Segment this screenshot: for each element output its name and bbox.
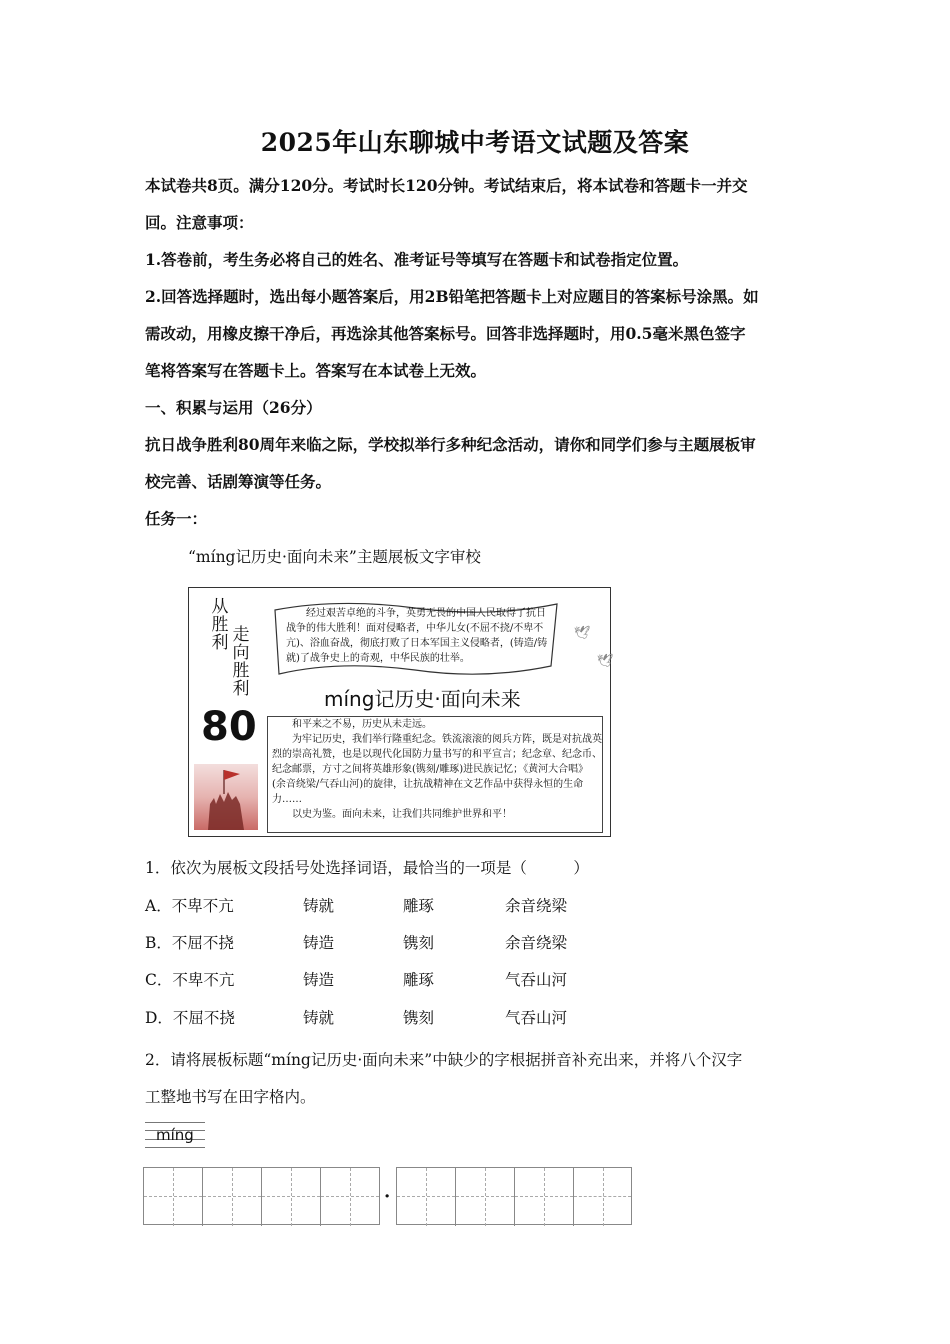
- exhibition-board: [188, 587, 614, 837]
- section-heading: 一、积累与运用（26分）: [145, 398, 322, 417]
- soldiers-flag-image: [194, 764, 258, 830]
- board-vertical-text-2: 走向胜利: [232, 625, 250, 699]
- note-2-line-2: 需改动，用橡皮擦干净后，再选涂其他答案标号。回答非选择题时，用0.5毫米黑色签字: [145, 324, 746, 343]
- intro-line-1: 本试卷共8页。满分120分。考试时长120分钟。考试结束后，将本试卷和答题卡一并交: [145, 176, 748, 195]
- board-paragraph-1: 和平来之不易，历史从未走远。: [292, 719, 432, 730]
- board-vertical-text-1: 从胜利: [211, 597, 229, 653]
- writing-grid-right[interactable]: [396, 1167, 632, 1225]
- task-intro-line-1: 抗日战争胜利80周年来临之际，学校拟举行多种纪念活动，请你和同学们参与主题展板审: [145, 435, 756, 454]
- page-title: 2025年山东聊城中考语文试题及答案: [260, 128, 690, 157]
- board-number: 80: [201, 704, 257, 750]
- note-2-line-1: 2.回答选择题时，选出每小题答案后，用2B铅笔把答题卡上对应题目的答案标号涂黑。如: [145, 287, 759, 306]
- task-intro-line-2: 校完善、话剧筹演等任务。: [145, 472, 332, 491]
- task-one-label: 任务一：: [145, 509, 208, 528]
- question-2-stem-line-1: 2．请将展板标题“míng记历史·面向未来”中缺少的字根据拼音补充出来，并将八个汉字: [145, 1051, 743, 1069]
- dove-icon: 🕊: [574, 626, 591, 641]
- writing-grid-left[interactable]: [143, 1167, 380, 1225]
- question-1-stem: 1．依次为展板文段括号处选择词语，最恰当的一项是（ ）: [145, 859, 589, 877]
- board-text-content: [272, 717, 602, 822]
- intro-line-2: 回。注意事项：: [145, 213, 254, 232]
- pinyin-lines: [145, 1122, 205, 1148]
- note-2-line-3: 笔将答案写在答题卡上。答案写在本试卷上无效。: [145, 361, 487, 380]
- scroll-banner-text: 经过艰苦卓绝的斗争，英勇无畏的中国人民取得了抗日战争的伟大胜利！面对侵略者，中华儿女(不屈不挠/不卑不亢)、浴血奋战，彻底打败了日本军国主义侵略者，(铸造/铸就)了战争史上的奇观，中华民族的壮举。: [286, 608, 548, 664]
- separator-dot: ·: [384, 1186, 391, 1207]
- dove-icon-small: 🕊: [597, 654, 614, 669]
- pinyin-text: míng: [156, 1126, 194, 1144]
- board-title: míng记历史·面向未来: [324, 687, 521, 711]
- note-1: 1.答卷前，考生务必将自己的姓名、准考证号等填写在答题卡和试卷指定位置。: [145, 250, 689, 269]
- question-2-stem-line-2: 工整地书写在田字格内。: [145, 1088, 316, 1106]
- board-caption: “míng记历史·面向未来”主题展板文字审校: [188, 548, 481, 566]
- board-paragraph-3: 以史为鉴。面向未来，让我们共同维护世界和平！: [292, 809, 512, 820]
- board-paragraph-2: 为牢记历史，我们举行隆重纪念。铁流滚滚的阅兵方阵，既是对抗战英烈的崇高礼赞，也是以现代化国防力量书写的和平宣言；纪念章、纪念币、纪念邮票，方寸之间将英雄形象(镌刻/雕琢)进民族记忆；《黄河大合唱》(余音绕梁/气吞山河)的旋律，让抗战精神在文艺作品中获得永恒的生命力……: [272, 734, 602, 805]
